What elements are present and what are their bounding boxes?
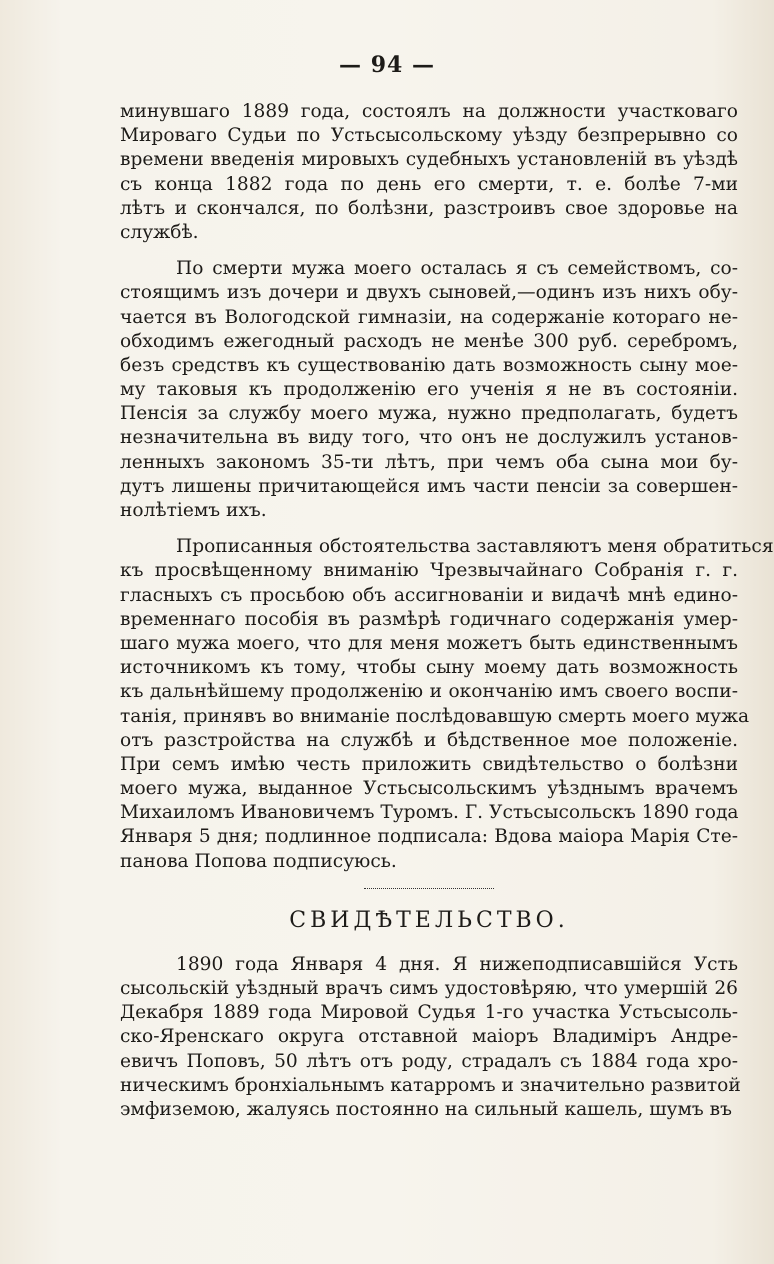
paragraph <box>120 257 738 523</box>
text-line: къ просвѣщенному вниманію Чрезвычайнаго Собранія г. г. <box>120 560 738 582</box>
text-line: панова Попова подписуюсь. <box>120 850 397 872</box>
dotted-separator <box>364 888 494 899</box>
text-line: времени введенія мировыхъ судебныхъ установленій въ уѣздѣ <box>120 149 738 171</box>
text-line: 1890 года Января 4 дня. Я нижеподписавшійся Усть <box>176 953 738 975</box>
text-line: Пенсія за службу моего мужа, нужно предполагать, будетъ <box>120 403 738 425</box>
text-line: эмфиземою, жалуясь постоянно на сильный кашель, шумъ въ <box>120 1098 732 1120</box>
text-line: ско-Яренскаго округа отставной маіоръ Владиміръ Андре- <box>120 1026 738 1048</box>
text-line: минувшаго 1889 года, состоялъ на должности участковаго <box>120 101 738 122</box>
text-line: обходимъ ежегодный расходъ не менѣе 300 руб. серебромъ, <box>120 330 738 352</box>
text-line: ленныхъ закономъ 35-ти лѣтъ, при чемъ оба сына мои бу- <box>120 451 738 473</box>
section-heading: СВИДѢТЕЛЬСТВО. <box>289 907 569 933</box>
text-line: шаго мужа моего, что для меня можетъ быть единственнымъ <box>120 632 738 654</box>
paragraph-gap <box>120 523 738 535</box>
text-line: источникомъ къ тому, чтобы сыну моему дать возможность <box>120 657 738 679</box>
text-line: сысольскій уѣздный врачъ симъ удостовѣряю, что умершій 26 <box>120 978 738 999</box>
text-line: лѣтъ и скончался, по болѣзни, разстроивъ свое здоровье на <box>120 197 738 219</box>
text-line: незначительна въ виду того, что онъ не дослужилъ установ- <box>120 427 738 449</box>
text-line: стоящимъ изъ дочери и двухъ сыновей,—одинъ изъ нихъ обу- <box>120 282 738 304</box>
text-line: нолѣтіемъ ихъ. <box>120 500 267 521</box>
page-number: — 94 — <box>339 52 435 78</box>
paragraph <box>120 535 774 874</box>
document-body <box>120 100 774 1122</box>
text-line: временнаго пособія въ размѣрѣ годичнаго содержанія умер- <box>120 608 738 630</box>
text-line: му таковыя къ продолженію его ученія я не въ состояніи. <box>120 379 738 401</box>
text-line: Января 5 дня; подлинное подписала: Вдова маіора Марія Сте- <box>120 826 738 848</box>
text-line: моего мужа, выданное Устьсысольскимъ уѣзднымъ врачемъ <box>120 778 738 800</box>
certificate-paragraph <box>120 953 741 1122</box>
text-line: къ дальнѣйшему продолженію и окончанію имъ своего воспи- <box>120 681 738 703</box>
text-line: Прописанныя обстоятельства заставляютъ меня обратиться <box>176 536 774 558</box>
text-line: При семъ имѣю честь приложить свидѣтельство о болѣзни <box>120 753 738 775</box>
text-line: дутъ лишены причитающейся имъ части пенсіи за совершен- <box>120 475 738 497</box>
text-line: отъ разстройства на службѣ и бѣдственное мое положеніе. <box>120 729 738 751</box>
text-line: гласныхъ съ просьбою объ ассигнованіи и видачѣ мнѣ едино- <box>120 584 738 606</box>
text-line: евичъ Поповъ, 50 лѣтъ отъ роду, страдалъ съ 1884 года хро- <box>120 1050 738 1072</box>
text-line: Михаиломъ Ивановичемъ Туромъ. Г. Устьсысольскъ 1890 года <box>120 802 739 824</box>
text-line: службѣ. <box>120 221 199 243</box>
text-line: Мироваго Судьи по Устьсысольскому уѣзду безпрерывно со <box>120 125 738 147</box>
text-line: ническимъ бронхіальнымъ катарромъ и значительно развитой <box>120 1074 741 1096</box>
text-line: По смерти мужа моего осталась я съ семействомъ, со- <box>176 258 738 280</box>
text-line: съ конца 1882 года по день его смерти, т. е. болѣе 7-ми <box>120 173 738 195</box>
paragraph-gap <box>120 245 738 257</box>
text-line: чается въ Вологодской гимназіи, на содержаніе котораго не- <box>120 306 738 328</box>
paragraph <box>120 100 738 245</box>
text-line: Декабря 1889 года Мировой Судья 1-го участка Устьсысоль- <box>120 1002 738 1024</box>
text-line: танія, принявъ во вниманіе послѣдовавшую смерть моего мужа <box>120 705 750 727</box>
text-line: безъ средствъ къ существованію дать возможность сыну мое- <box>120 354 738 376</box>
